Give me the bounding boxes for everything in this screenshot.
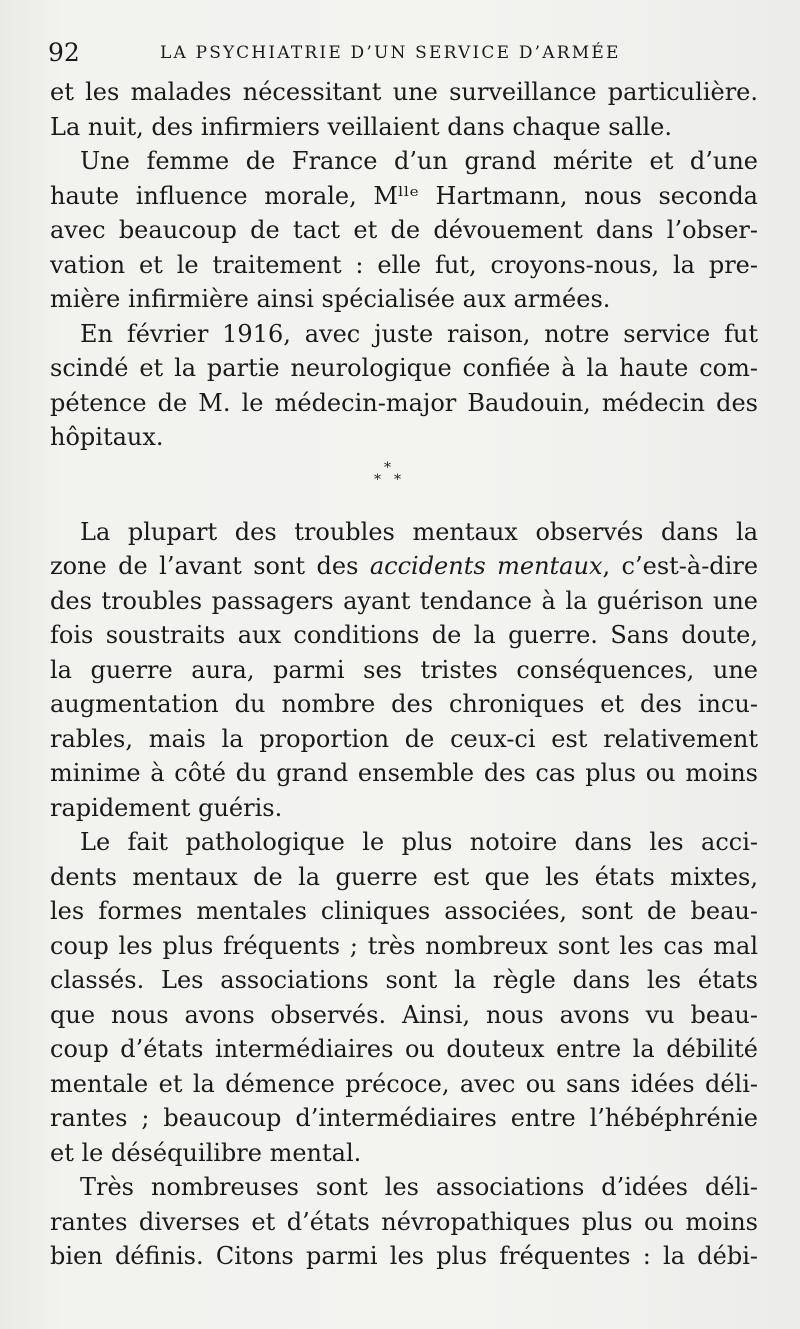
text-line: mentale et la démence précoce, avec ou sans idées déli- (50, 1069, 758, 1098)
text-line: fois soustraits aux conditions de la guerre. Sans doute, (50, 621, 758, 649)
text-line: hôpitaux. (50, 423, 164, 451)
asterism-star: * (384, 459, 391, 476)
text-line: et le déséquilibre mental. (50, 1138, 362, 1167)
text-line: Une femme de France d’un grand mérite et d’une (80, 147, 758, 175)
text-line: avec beaucoup de tact et de dévouement dans l’obser- (50, 216, 758, 244)
text-line: pétence de M. le médecin-major Baudouin, médecin des (50, 388, 758, 417)
asterism (370, 455, 410, 495)
text-line: coup d’états intermédiaires ou douteux entre la débilité (50, 1035, 758, 1063)
text-line: classés. Les associations sont la règle dans les états (50, 966, 758, 994)
text-line: La nuit, des infirmiers veillaient dans chaque salle. (50, 112, 672, 141)
running-title: LA PSYCHIATRIE D’UN SERVICE D’ARMÉE (160, 43, 621, 63)
text-line: rantes ; beaucoup d’intermédiaires entre l’hébéphrénie (50, 1104, 758, 1132)
asterism-star: * (394, 471, 401, 488)
section-separator (50, 455, 758, 515)
text-line: scindé et la partie neurologique confiée à la haute com- (50, 354, 758, 382)
text-line: La plupart des troubles mentaux observés dans la (80, 517, 758, 546)
text-line: la guerre aura, parmi ses tristes conséquences, une (50, 655, 758, 684)
page-header (48, 38, 768, 68)
text-line: et les malades nécessitant une surveillance particulière. (50, 78, 758, 106)
text-line: augmentation du nombre des chroniques et des incu- (50, 690, 758, 718)
text-line: des troubles passagers ayant tendance à la guérison une (50, 586, 758, 615)
text-line: que nous avons observés. Ainsi, nous avons vu beau- (50, 1000, 758, 1029)
text-line: les formes mentales cliniques associées, sont de beau- (50, 897, 758, 925)
text-line: rables, mais la proportion de ceux-ci est relativement (50, 724, 758, 753)
page-number: 92 (48, 38, 80, 67)
text-segment: , c’est-à-dire (602, 552, 758, 580)
text-line: Le fait pathologique le plus notoire dans les acci- (80, 828, 758, 856)
text-line: minime à côté du grand ensemble des cas plus ou moins (50, 759, 758, 787)
text-line: coup les plus fréquents ; très nombreux sont les cas mal (50, 931, 758, 960)
text-line: Très nombreuses sont les associations d’idées déli- (80, 1173, 758, 1201)
text-line: rapidement guéris. (50, 793, 283, 822)
text-line: En février 1916, avec juste raison, notre service fut (80, 319, 758, 348)
text-line: haute influence morale, Mˡˡᵉ Hartmann, nous seconda (50, 181, 758, 210)
text-line: vation et le traitement : elle fut, croyons-nous, la pre- (50, 250, 758, 279)
asterism-star: * (374, 471, 381, 488)
text-line: mière infirmière ainsi spécialisée aux armées. (50, 285, 611, 313)
italic-term: accidents mentaux (369, 552, 603, 580)
text-line (50, 549, 758, 584)
text-segment: zone de l’avant sont des (50, 552, 370, 580)
text-line: dents mentaux de la guerre est que les états mixtes, (50, 862, 758, 891)
body-text (50, 75, 758, 1274)
text-line: bien définis. Citons parmi les plus fréquentes : la débi- (50, 1242, 758, 1270)
text-line: rantes diverses et d’états névropathiques plus ou moins (50, 1207, 758, 1236)
